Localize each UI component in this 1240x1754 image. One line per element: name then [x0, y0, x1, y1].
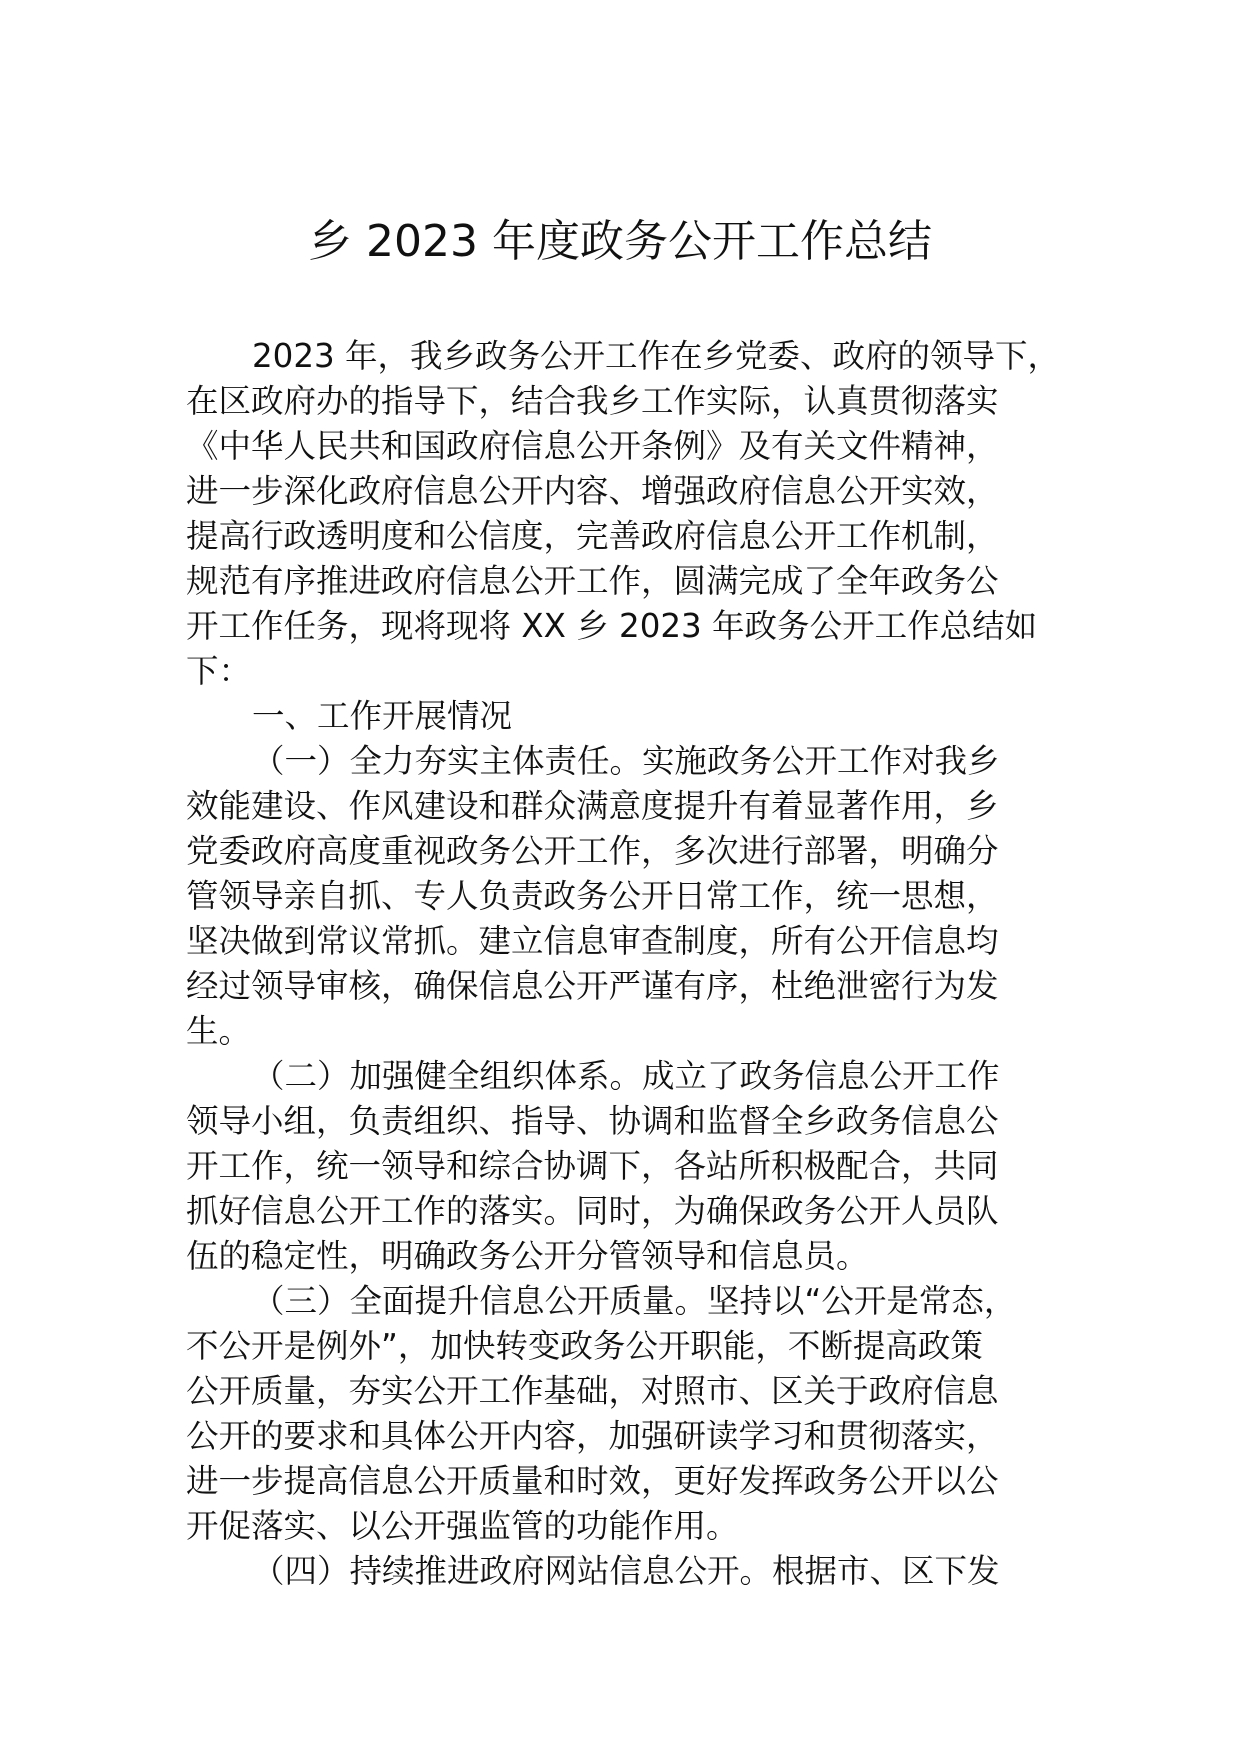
body-text-line: 一、工作开展情况 [252, 697, 513, 735]
body-text-line: 规范有序推进政府信息公开工作，圆满完成了全年政务公 [186, 562, 999, 600]
body-text-line: 提高行政透明度和公信度，完善政府信息公开工作机制， [186, 517, 999, 555]
body-text-line: 开工作任务，现将现将 XX 乡 2023 年政务公开工作总结如 [186, 607, 1038, 645]
body-text-line: 2023 年，我乡政务公开工作在乡党委、政府的领导下， [252, 337, 1061, 375]
body-text-line: （二）加强健全组织体系。成立了政务信息公开工作 [252, 1057, 1000, 1095]
body-text-line: （四）持续推进政府网站信息公开。根据市、区下发 [252, 1552, 1000, 1590]
body-text-line: 进一步提高信息公开质量和时效，更好发挥政务公开以公 [186, 1462, 999, 1500]
body-text-line: 领导小组，负责组织、指导、协调和监督全乡政务信息公 [186, 1102, 999, 1140]
body-text-line: （一）全力夯实主体责任。实施政务公开工作对我乡 [252, 742, 1000, 780]
document-body [186, 334, 1086, 1594]
body-text-line: 生。 [186, 1012, 252, 1050]
body-text-line: 党委政府高度重视政务公开工作，多次进行部署，明确分 [186, 832, 999, 870]
body-text-line: （三）全面提升信息公开质量。坚持以“公开是常态， [252, 1282, 1017, 1320]
body-text-line: 不公开是例外”，加快转变政务公开职能，不断提高政策 [186, 1327, 983, 1365]
body-text-line: 公开质量，夯实公开工作基础，对照市、区关于政府信息 [186, 1372, 999, 1410]
body-text-line: 抓好信息公开工作的落实。同时，为确保政务公开人员队 [186, 1192, 999, 1230]
body-text-line: 开促落实、以公开强监管的功能作用。 [186, 1507, 739, 1545]
body-text-line: 经过领导审核，确保信息公开严谨有序，杜绝泄密行为发 [186, 967, 999, 1005]
document-title: 乡 2023 年度政务公开工作总结 [308, 216, 932, 267]
body-text-line: 进一步深化政府信息公开内容、增强政府信息公开实效， [186, 472, 999, 510]
body-text-line: 开工作，统一领导和综合协调下，各站所积极配合，共同 [186, 1147, 999, 1185]
body-text-line: 效能建设、作风建设和群众满意度提升有着显著作用，乡 [186, 787, 999, 825]
body-text-line: 管领导亲自抓、专人负责政务公开日常工作，统一思想， [186, 877, 999, 915]
body-text-line: 《中华人民共和国政府信息公开条例》及有关文件精神， [186, 427, 999, 465]
body-text-line: 公开的要求和具体公开内容，加强研读学习和贯彻落实， [186, 1417, 999, 1455]
body-text-line: 下： [186, 652, 252, 690]
body-text-line: 在区政府办的指导下，结合我乡工作实际，认真贯彻落实 [186, 382, 999, 420]
body-text-line: 伍的稳定性，明确政务公开分管领导和信息员。 [186, 1237, 869, 1275]
body-text-line: 坚决做到常议常抓。建立信息审查制度，所有公开信息均 [186, 922, 999, 960]
